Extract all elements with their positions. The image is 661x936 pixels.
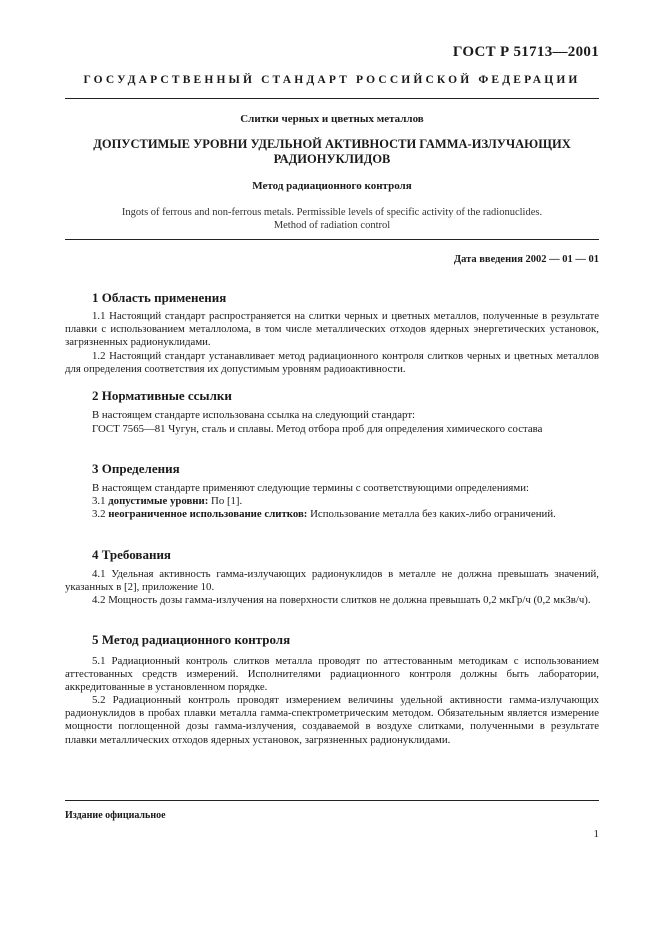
- definition-3-2: 3.2 неограниченное использование слитков: Использование металла без каких-либо ограничений.: [92, 508, 556, 520]
- english-title-line-2: Method of radiation control: [273, 220, 391, 231]
- term-unrestricted-use: неограниченное использование слитков:: [108, 508, 308, 520]
- page-number: 1: [593, 828, 599, 840]
- document-code: ГОСТ Р 51713—2001: [452, 44, 599, 60]
- section-4-para-1: 4.1 Удельная активность гамма-излучающих радионуклидов в металле не должна превышать значений, указанных в [2], приложение 10.: [65, 568, 599, 594]
- section-5-para-1: 5.1 Радиационный контроль слитков металла проводят по аттестованным методикам с использованием аттестованных средств измерений. Исполнителями радиационного контроля должны быть лаборатории, аккредитованные в установленном порядке.: [65, 655, 599, 694]
- footer-divider: [65, 800, 599, 801]
- title-divider: [65, 239, 599, 240]
- document-title: [65, 137, 599, 167]
- section-1-para-2: 1.2 Настоящий стандарт устанавливает метод радиационного контроля слитков черных и цветных металлов для определения соответствия их допустимым уровням радиоактивности.: [65, 350, 599, 376]
- english-title-line-1: Ingots of ferrous and non-ferrous metals. Permissible levels of specific activity of the radionuclides.: [121, 207, 543, 218]
- term-permissible-levels: допустимые уровни:: [108, 495, 209, 507]
- section-4-heading: 4 Требования: [92, 547, 171, 562]
- section-4-para-2: 4.2 Мощность дозы гамма-излучения на поверхности слитков не должна превышать 0,2 мкГр/ч (0,2 мкЗв/ч).: [92, 594, 591, 606]
- section-5-para-2: 5.2 Радиационный контроль проводят измерением величины удельной активности гамма-излучающих радионуклидов в пробах плавки металла гамма-спектрометрическим методом. Обязательным является измерение мощности поглощенной дозы гамма-излучения, создаваемой в воздухе слитками, полученными в результате плавки металлических отходов ядерных установок, загрязненных радионуклидами.: [65, 694, 599, 746]
- section-3-para-1: В настоящем стандарте применяют следующие термины с соответствующими определениями:: [92, 482, 529, 494]
- section-2-heading: 2 Нормативные ссылки: [92, 388, 232, 403]
- section-2-para-1: В настоящем стандарте использована ссылка на следующий стандарт:: [92, 409, 416, 421]
- official-edition-label: Издание официальное: [65, 810, 166, 821]
- section-1-heading: 1 Область применения: [92, 290, 227, 305]
- title-line-1: ДОПУСТИМЫЕ УРОВНИ УДЕЛЬНОЙ АКТИВНОСТИ ГАММА-ИЗЛУЧАЮЩИХ: [93, 137, 571, 151]
- top-divider: [65, 98, 599, 99]
- english-title: [65, 206, 599, 232]
- date-of-introduction: Дата введения 2002 — 01 — 01: [453, 254, 599, 265]
- section-3-heading: 3 Определения: [92, 461, 180, 476]
- subject-line: Слитки черных и цветных металлов: [240, 113, 424, 125]
- section-1-para-1: 1.1 Настоящий стандарт распространяется на слитки черных и цветных металлов, полученные в результате плавки с использованием металлолома, в том числе металлических отходов ядерных энергетических установок, загрязненных радионуклидами.: [65, 310, 599, 349]
- section-2-para-2: ГОСТ 7565—81 Чугун, сталь и сплавы. Метод отбора проб для определения химического состава: [92, 423, 543, 435]
- section-5-heading: 5 Метод радиационного контроля: [92, 632, 291, 647]
- title-line-2: РАДИОНУКЛИДОВ: [273, 152, 391, 166]
- method-subtitle: Метод радиационного контроля: [252, 180, 412, 192]
- definition-3-1: 3.1 допустимые уровни: По [1].: [92, 495, 243, 507]
- state-standard-banner: ГОСУДАРСТВЕННЫЙ СТАНДАРТ РОССИЙСКОЙ ФЕДЕРАЦИИ: [83, 74, 581, 86]
